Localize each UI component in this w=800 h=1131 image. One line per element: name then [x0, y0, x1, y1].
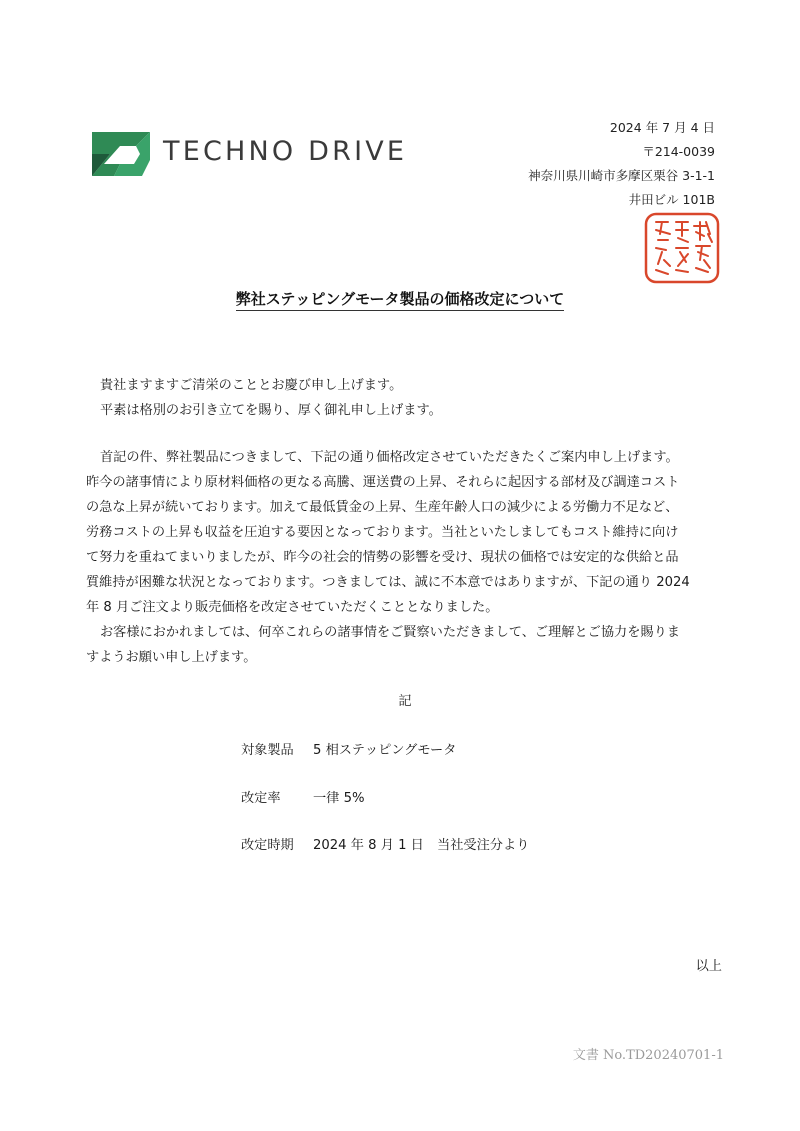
- sender-address: 神奈川県川崎市多摩区栗谷 3-1-1: [528, 168, 715, 183]
- body-line: 年 8 月ご注文より販売価格を改定させていただくこととなりました。: [86, 600, 499, 615]
- letter-date: 2024 年 7 月 4 日: [609, 120, 715, 135]
- document-title-text: 弊社ステッピングモータ製品の価格改定について: [236, 290, 565, 311]
- greeting-line: 平素は格別のお引き立てを賜り、厚く御礼申し上げます。: [100, 403, 442, 418]
- closing-ijou: 以上: [695, 959, 722, 974]
- item-label-timing: 改定時期: [241, 838, 294, 853]
- item-value-rate: 一律 5%: [313, 791, 365, 806]
- postal-code: 〒214-0039: [642, 144, 715, 159]
- item-label-product: 対象製品: [241, 743, 294, 758]
- closing-line: お客様におかれましては、何卒これらの諸事情をご賢察いただきまして、ご理解とご協力を賜りま: [100, 625, 680, 640]
- company-logo: [90, 130, 450, 178]
- body-line: 質維持が困難な状況となっております。つきましては、誠に不本意ではありますが、下記の通り 2024: [86, 575, 690, 590]
- greeting-line: 貴社ますますご清栄のこととお慶び申し上げます。: [100, 378, 403, 393]
- item-value-timing: 2024 年 8 月 1 日 当社受注分より: [313, 838, 530, 853]
- company-seal: [644, 212, 720, 284]
- item-value-product: 5 相ステッピングモータ: [313, 743, 457, 758]
- body-line: て努力を重ねてまいりましたが、昨今の社会的情勢の影響を受け、現状の価格では安定的な供給と品: [86, 550, 679, 565]
- logo-mark-icon: [90, 130, 152, 178]
- document-number: 文書 No.TD20240701-1: [572, 1048, 724, 1063]
- body-line: 労務コストの上昇も収益を圧迫する要因となっております。当社といたしましてもコスト維持に向け: [86, 525, 679, 540]
- body-line: 首記の件、弊社製品につきまして、下記の通り価格改定させていただきたくご案内申し上げます。: [100, 450, 679, 465]
- closing-line: すようお願い申し上げます。: [86, 650, 257, 665]
- logo-text: TECHNO DRIVE: [163, 136, 408, 167]
- document-title: [0, 288, 800, 309]
- sender-building: 井田ビル 101B: [628, 192, 715, 207]
- body-line: 昨今の諸事情により原材料価格の更なる高騰、運送費の上昇、それらに起因する部材及び調達コスト: [86, 475, 680, 490]
- item-label-rate: 改定率: [241, 791, 281, 806]
- ki-heading: 記: [398, 694, 412, 709]
- body-line: の急な上昇が続いております。加えて最低賃金の上昇、生産年齢人口の減少による労働力不足など、: [86, 500, 679, 515]
